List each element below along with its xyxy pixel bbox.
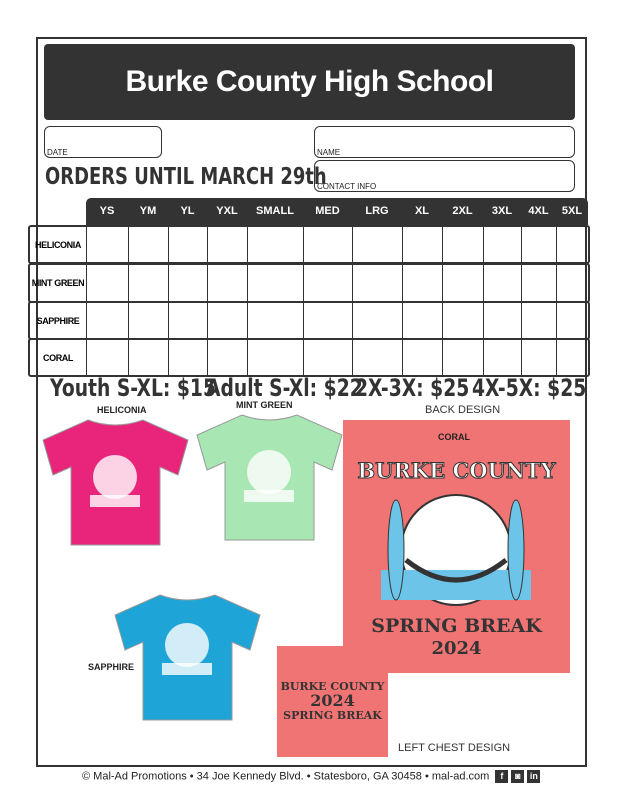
sapphire-shirt	[110, 590, 265, 725]
size-header-2xl: 2XL	[452, 205, 473, 217]
qty-cell-lrg[interactable]	[353, 265, 403, 301]
mint-green-shirt	[192, 410, 347, 545]
qty-cell-ym[interactable]	[129, 227, 169, 262]
qty-cell-3xl[interactable]	[484, 340, 522, 375]
footer	[82, 770, 540, 783]
instagram-icon[interactable]: ◙	[511, 770, 524, 783]
back-design-title: BURKE COUNTY	[357, 458, 556, 483]
row-color-label: MINT GREEN	[30, 265, 87, 301]
label-sapphire: SAPPHIRE	[88, 662, 135, 672]
size-header-xl: XL	[414, 205, 430, 217]
footer-divider	[36, 766, 585, 767]
order-deadline: ORDERS UNTIL MARCH 29th	[45, 164, 327, 190]
date-field[interactable]	[44, 126, 162, 158]
qty-cell-yxl[interactable]	[208, 303, 248, 338]
qty-cell-yxl[interactable]	[208, 340, 248, 375]
facebook-icon[interactable]: f	[495, 770, 508, 783]
qty-cell-small[interactable]	[248, 303, 304, 338]
size-header-4xl: 4XL	[528, 205, 549, 217]
price-adult: Adult S-Xl: $22	[206, 374, 363, 402]
linkedin-icon[interactable]: in	[527, 770, 540, 783]
school-title: Burke County High School	[44, 44, 575, 120]
name-field[interactable]	[314, 126, 575, 158]
qty-cell-ys[interactable]	[87, 227, 129, 262]
qty-cell-yl[interactable]	[169, 303, 208, 338]
hammock-sun-illustration	[381, 490, 531, 615]
qty-cell-ys[interactable]	[87, 303, 129, 338]
order-row-sapphire	[28, 301, 590, 340]
qty-cell-med[interactable]	[304, 265, 353, 301]
qty-cell-5xl[interactable]	[557, 227, 588, 262]
qty-cell-med[interactable]	[304, 227, 353, 262]
qty-cell-xl[interactable]	[403, 265, 443, 301]
qty-cell-5xl[interactable]	[557, 265, 588, 301]
row-color-label: SAPPHIRE	[30, 303, 87, 338]
qty-cell-xl[interactable]	[403, 340, 443, 375]
qty-cell-lrg[interactable]	[353, 303, 403, 338]
qty-cell-xl[interactable]	[403, 227, 443, 262]
qty-cell-5xl[interactable]	[557, 303, 588, 338]
qty-cell-lrg[interactable]	[353, 340, 403, 375]
qty-cell-small[interactable]	[248, 227, 304, 262]
qty-cell-yl[interactable]	[169, 340, 208, 375]
back-design-subtitle: SPRING BREAK	[371, 615, 542, 637]
qty-cell-2xl[interactable]	[443, 303, 484, 338]
footer-text: © Mal-Ad Promotions • 34 Joe Kennedy Blvd. • Statesboro, GA 30458 • mal-ad.com	[82, 770, 490, 783]
size-header-row	[86, 198, 588, 225]
left-chest-caption: LEFT CHEST DESIGN	[398, 742, 511, 754]
back-design-artwork	[343, 420, 570, 673]
left-chest-design-artwork	[277, 646, 388, 757]
price-4x-5x: 4X-5X: $25	[472, 374, 587, 402]
size-header-yl: YL	[180, 205, 195, 217]
qty-cell-3xl[interactable]	[484, 265, 522, 301]
size-header-small: SMALL	[256, 205, 294, 217]
qty-cell-lrg[interactable]	[353, 227, 403, 262]
order-row-coral	[28, 338, 590, 377]
price-youth: Youth S-XL: $15	[50, 374, 216, 402]
label-heliconia: HELICONIA	[97, 405, 147, 415]
qty-cell-4xl[interactable]	[522, 227, 557, 262]
qty-cell-yl[interactable]	[169, 227, 208, 262]
qty-cell-3xl[interactable]	[484, 227, 522, 262]
qty-cell-3xl[interactable]	[484, 303, 522, 338]
size-header-5xl: 5XL	[561, 205, 583, 217]
label-mint-green: MINT GREEN	[236, 400, 293, 410]
size-header-ym: YM	[139, 205, 157, 217]
size-header-3xl: 3XL	[491, 205, 513, 217]
chest-line2: SPRING BREAK	[283, 709, 382, 722]
size-header-yxl: YXL	[216, 205, 238, 217]
qty-cell-ys[interactable]	[87, 340, 129, 375]
row-color-label: HELICONIA	[30, 227, 87, 262]
size-header-lrg: LRG	[365, 205, 389, 217]
back-design-caption: BACK DESIGN	[425, 404, 501, 416]
contact-info-field[interactable]	[314, 160, 575, 192]
qty-cell-yl[interactable]	[169, 265, 208, 301]
qty-cell-yxl[interactable]	[208, 227, 248, 262]
qty-cell-small[interactable]	[248, 340, 304, 375]
label-coral: CORAL	[438, 432, 470, 442]
qty-cell-ym[interactable]	[129, 265, 169, 301]
qty-cell-xl[interactable]	[403, 303, 443, 338]
qty-cell-2xl[interactable]	[443, 227, 484, 262]
size-header-ys: YS	[99, 205, 115, 217]
heliconia-shirt	[38, 415, 193, 550]
name-label: NAME	[317, 148, 341, 157]
qty-cell-2xl[interactable]	[443, 340, 484, 375]
row-color-label: CORAL	[30, 340, 87, 375]
contact-info-label: CONTACT INFO	[317, 182, 377, 191]
qty-cell-small[interactable]	[248, 265, 304, 301]
qty-cell-4xl[interactable]	[522, 303, 557, 338]
chest-line1: BURKE COUNTY	[280, 680, 385, 693]
date-label: DATE	[47, 148, 68, 157]
price-2x-3x: 2X-3X: $25	[355, 374, 470, 402]
size-header-med: MED	[315, 205, 340, 217]
order-row-mint-green	[28, 263, 590, 303]
qty-cell-ym[interactable]	[129, 340, 169, 375]
qty-cell-yxl[interactable]	[208, 265, 248, 301]
qty-cell-4xl[interactable]	[522, 340, 557, 375]
chest-year: 2024	[310, 691, 355, 710]
qty-cell-ys[interactable]	[87, 265, 129, 301]
qty-cell-5xl[interactable]	[557, 340, 588, 375]
order-row-heliconia	[28, 225, 590, 264]
qty-cell-med[interactable]	[304, 340, 353, 375]
qty-cell-4xl[interactable]	[522, 265, 557, 301]
back-design-year: 2024	[431, 638, 482, 659]
qty-cell-med[interactable]	[304, 303, 353, 338]
qty-cell-2xl[interactable]	[443, 265, 484, 301]
qty-cell-ym[interactable]	[129, 303, 169, 338]
